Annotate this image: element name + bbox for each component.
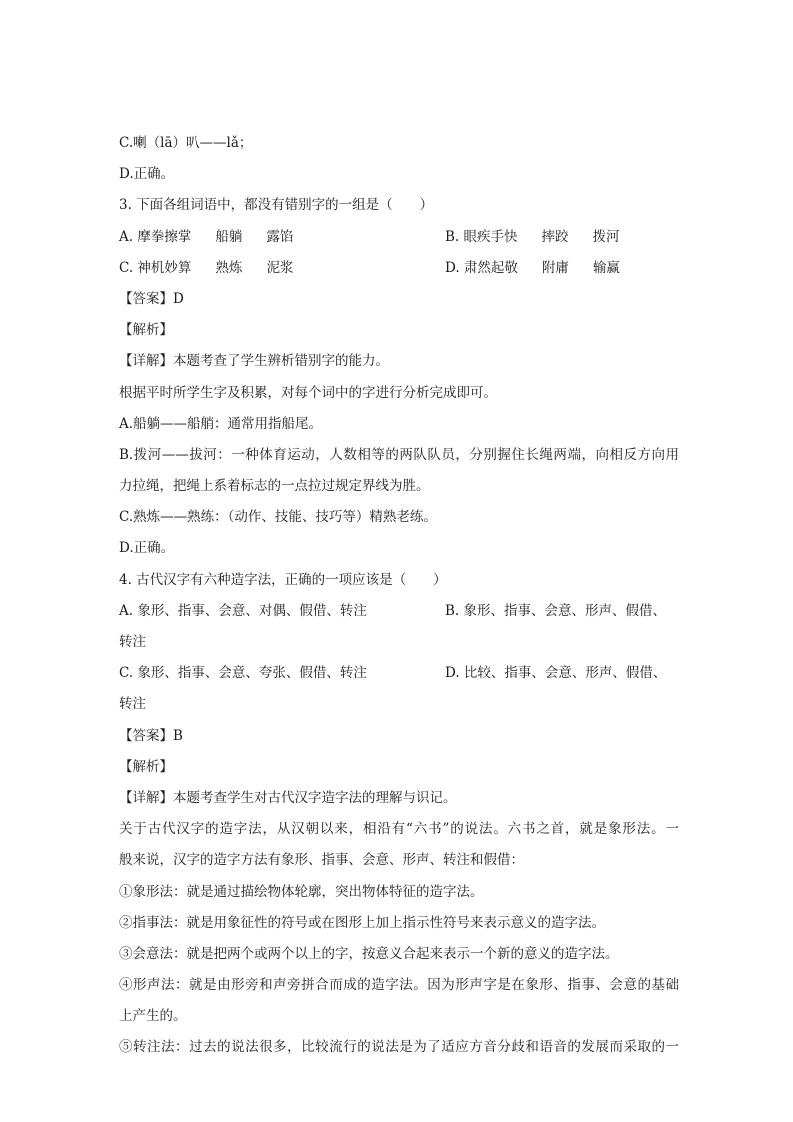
q3-c-word2: 熟炼 [215, 259, 243, 276]
q4-detail: 【详解】本题考查学生对古代汉字造字法的理解与识记。 [119, 789, 457, 806]
text-line: 般来说，汉字的造字方法有象形、指事、会意、形声、转注和假借： [119, 852, 524, 869]
q3-b-word3: 拨河 [592, 228, 620, 245]
q4-option-d-cont: 转注 [119, 696, 146, 713]
q4-option-b-cont: 转注 [119, 634, 146, 650]
q4-answer: 【答案】B [119, 727, 183, 744]
text-line: D.正确。 [119, 166, 175, 183]
document-page [119, 128, 679, 1064]
q3-analysis-heading: 【解析】 [119, 322, 173, 339]
q3-d-word3: 输赢 [592, 259, 620, 276]
q3-options-cd [119, 253, 679, 284]
q3-b-word2: 摔跤 [541, 228, 569, 245]
q4-options-cd [119, 658, 679, 689]
text-line: C.喇（lā）叭——lǎ； [119, 135, 253, 151]
q3-option-a [119, 222, 293, 253]
text-line: 上产生的。 [119, 1008, 187, 1025]
text-line: ②指事法：就是用象征性的符号或在图形上加上指示性符号来表示意义的造字法。 [119, 914, 605, 931]
q3-d-word1: D. 肃然起敬 [445, 259, 518, 276]
q3-a-word2: 船躺 [215, 228, 243, 245]
text-line: A.船躺——船艄：通常用指船尾。 [119, 415, 323, 432]
text-line: 力拉绳，把绳上系着标志的一点拉过规定界线为胜。 [119, 478, 430, 495]
text-line: ③会意法：就是把两个或两个以上的字，按意义合起来表示一个新的意义的造字法。 [119, 945, 619, 962]
q3-option-c [119, 253, 293, 284]
text-line: C.熟炼——熟练：（动作、技能、技巧等）精熟老练。 [119, 509, 437, 526]
question-4: 4. 古代汉字有六种造字法，正确的一项应该是（ ） [119, 571, 447, 588]
q3-c-word3: 泥浆 [266, 259, 294, 276]
q3-option-d [445, 253, 620, 284]
q3-d-word2: 附庸 [541, 259, 569, 276]
question-3: 3. 下面各组词语中，都没有错别字的一组是（ ） [119, 197, 434, 214]
text-line: ⑤转注法：过去的说法很多，比较流行的说法是为了适应方音分歧和语音的发展而采取的一 [119, 1039, 679, 1056]
q3-option-b [445, 222, 620, 253]
q4-option-d: D. 比较、指事、会意、形声、假借、 [445, 665, 667, 682]
q3-a-word1: A. 摩拳擦掌 [119, 228, 192, 245]
text-line: D.正确。 [119, 540, 175, 557]
text-line: ①象形法：就是通过描绘物体轮廓，突出物体特征的造字法。 [119, 883, 484, 900]
q4-option-b: B. 象形、指事、会意、形声、假借、 [445, 602, 667, 619]
text-line: B.拨河——拔河：一种体育运动，人数相等的两队队员，分别握住长绳两端，向相反方向用 [119, 446, 679, 463]
q3-answer: 【答案】D [119, 290, 184, 307]
text-line: ④形声法：就是由形旁和声旁拼合而成的造字法。因为形声字是在象形、指事、会意的基础 [119, 977, 679, 994]
q3-a-word3: 露馅 [266, 228, 294, 245]
q3-c-word1: C. 神机妙算 [119, 259, 192, 276]
q3-detail: 【详解】本题考查了学生辨析错别字的能力。 [119, 353, 389, 370]
q4-option-a: A. 象形、指事、会意、对偶、假借、转注 [119, 602, 367, 619]
q4-option-c: C. 象形、指事、会意、夸张、假借、转注 [119, 665, 367, 682]
q4-options-ab [119, 596, 679, 627]
q4-analysis-heading: 【解析】 [119, 758, 173, 775]
text-line: 关于古代汉字的造字法，从汉朝以来，相沿有“六书”的说法。六书之首，就是象形法。一 [119, 821, 679, 838]
q3-options-ab [119, 222, 679, 253]
text-line: 根据平时所学生字及积累，对每个词中的字进行分析完成即可。 [119, 384, 497, 401]
q3-b-word1: B. 眼疾手快 [445, 228, 518, 245]
